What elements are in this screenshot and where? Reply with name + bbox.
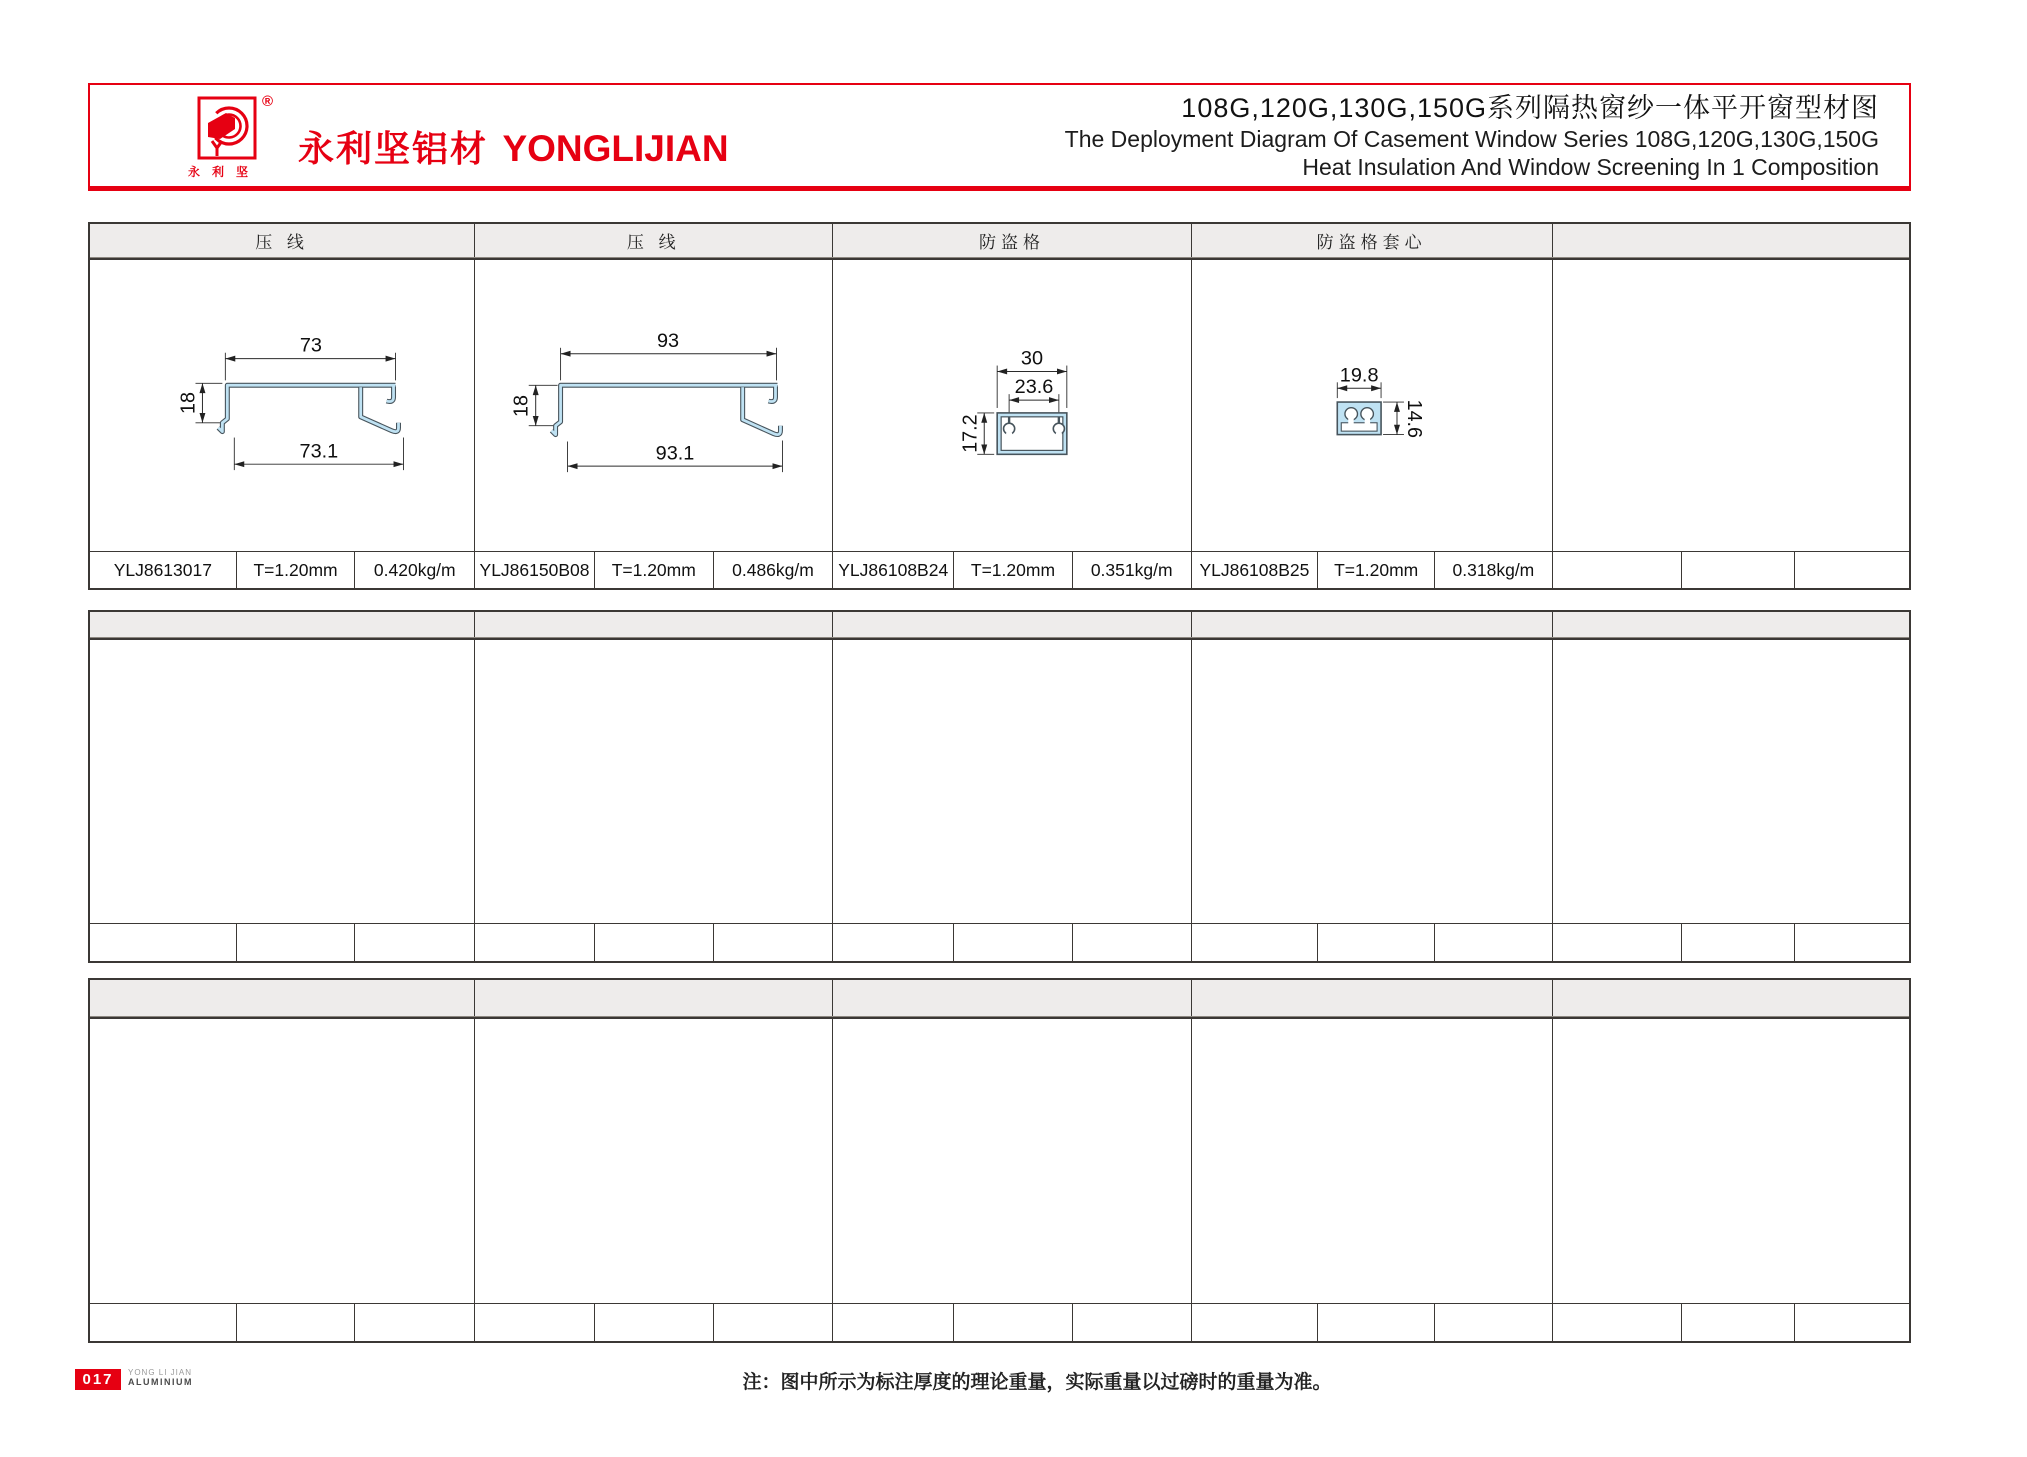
- empty-drawing-cell: [833, 640, 1191, 923]
- profile-drawing-30: [833, 260, 1190, 551]
- page-title-block: [1065, 92, 1879, 181]
- table-1-spec-row: [90, 551, 1909, 588]
- dim-label: 18: [177, 392, 200, 415]
- spec-weight-cell: [1795, 924, 1909, 961]
- column-header: [1192, 980, 1553, 1016]
- profile-drawing-19-8: [1192, 260, 1552, 551]
- table-3-spec-row: [90, 1303, 1909, 1341]
- spec-code-cell: [833, 924, 954, 961]
- profile-drawing-cell: [90, 260, 475, 551]
- empty-drawing-cell: [90, 1019, 475, 1303]
- column-header: [1553, 224, 1909, 257]
- spec-code-cell: YLJ8613017: [90, 552, 237, 588]
- empty-drawing-cell: [1553, 1019, 1909, 1303]
- spec-weight-cell: 0.351kg/m: [1073, 552, 1192, 588]
- spec-weight-cell: [1795, 1304, 1909, 1341]
- table-3-drawing-row: [90, 1017, 1909, 1303]
- spec-weight-cell: [1073, 1304, 1192, 1341]
- table-1-drawing-row: [90, 258, 1909, 551]
- footer-brand: [128, 1368, 193, 1388]
- dim-label: 73: [299, 334, 322, 357]
- column-header: [833, 980, 1191, 1016]
- page-title-en-2: Heat Insulation And Window Screening In 1 Composition: [1302, 153, 1879, 180]
- brand-name-cn: 永利坚铝材: [298, 128, 489, 169]
- column-header: 压 线: [90, 224, 475, 257]
- table-3-header-row: [90, 980, 1909, 1017]
- column-header: [1192, 612, 1553, 637]
- spec-thickness-cell: [954, 924, 1073, 961]
- column-header: 防盗格: [833, 224, 1191, 257]
- spec-thickness-cell: [595, 924, 714, 961]
- column-header: 压 线: [475, 224, 833, 257]
- spec-thickness-cell: T=1.20mm: [1318, 552, 1435, 588]
- column-header: [90, 980, 475, 1016]
- spec-code-cell: YLJ86108B25: [1192, 552, 1319, 588]
- dim-label: 73.1: [299, 440, 339, 463]
- dim-label: 19.8: [1339, 364, 1379, 387]
- spec-code-cell: YLJ86150B08: [475, 552, 595, 588]
- letterhead: [88, 83, 1911, 191]
- dim-label: 17.2: [959, 414, 982, 453]
- spec-code-cell: [90, 924, 237, 961]
- spec-weight-cell: [714, 924, 834, 961]
- brand-name-en: YONGLIJIAN: [502, 128, 729, 169]
- empty-drawing-cell: [1553, 640, 1909, 923]
- spec-code-cell: [1553, 1304, 1682, 1341]
- column-header: [833, 612, 1191, 637]
- spec-weight-cell: [1435, 924, 1553, 961]
- page-title-en-1: The Deployment Diagram Of Casement Window Series 108G,120G,130G,150G: [1064, 125, 1879, 152]
- spec-code-cell: [475, 1304, 595, 1341]
- brand-logo-icon: [188, 93, 274, 181]
- page-number-badge: 017: [75, 1369, 121, 1390]
- spec-code-cell: [1553, 924, 1682, 961]
- empty-drawing-cell: [1192, 1019, 1553, 1303]
- spec-weight-cell: [1073, 924, 1192, 961]
- empty-drawing-cell: [475, 1019, 833, 1303]
- spec-weight-cell: 0.420kg/m: [355, 552, 475, 588]
- profile-drawing-93: [475, 260, 832, 551]
- empty-drawing-cell: [1553, 260, 1909, 551]
- spec-thickness-cell: [1682, 552, 1796, 588]
- column-header: [90, 612, 475, 637]
- brand-name: [298, 121, 729, 172]
- profile-table-2: [88, 610, 1911, 963]
- profile-drawing-cell: [833, 260, 1191, 551]
- dim-label: 93: [657, 329, 680, 352]
- empty-drawing-cell: [833, 1019, 1191, 1303]
- dim-label: 14.6: [1402, 399, 1425, 438]
- spec-thickness-cell: [237, 1304, 356, 1341]
- spec-thickness-cell: [954, 1304, 1073, 1341]
- profile-drawing-73: [90, 260, 474, 551]
- dim-label: 23.6: [1014, 376, 1054, 399]
- profile-drawing-cell: [475, 260, 833, 551]
- spec-code-cell: [1192, 924, 1319, 961]
- profile-drawing-cell: [1192, 260, 1553, 551]
- table-2-header-row: [90, 612, 1909, 638]
- empty-drawing-cell: [1192, 640, 1553, 923]
- registered-mark: ®: [262, 93, 274, 110]
- column-header: 防盗格套心: [1192, 224, 1553, 257]
- spec-code-cell: [833, 1304, 954, 1341]
- profile-table-1: [88, 222, 1911, 590]
- brand-logo-area: [190, 95, 729, 181]
- spec-thickness-cell: [1682, 924, 1796, 961]
- page-title-cn: 108G,120G,130G,150G系列隔热窗纱一体平开窗型材图: [1181, 93, 1879, 123]
- footer-brand-line2: ALUMINIUM: [128, 1377, 193, 1388]
- spec-weight-cell: 0.318kg/m: [1435, 552, 1553, 588]
- spec-weight-cell: [1795, 552, 1909, 588]
- table-2-drawing-row: [90, 638, 1909, 923]
- column-header: [1553, 980, 1909, 1016]
- table-2-spec-row: [90, 923, 1909, 961]
- empty-drawing-cell: [90, 640, 475, 923]
- column-header: [475, 612, 833, 637]
- spec-code-cell: [90, 1304, 237, 1341]
- column-header: [475, 980, 833, 1016]
- column-header: [1553, 612, 1909, 637]
- dim-label: 18: [510, 395, 533, 417]
- spec-thickness-cell: T=1.20mm: [954, 552, 1073, 588]
- spec-code-cell: [1192, 1304, 1319, 1341]
- logo-caption: 永利坚: [188, 165, 261, 179]
- spec-code-cell: [475, 924, 595, 961]
- table-1-header-row: [90, 224, 1909, 258]
- spec-weight-cell: [355, 924, 475, 961]
- spec-thickness-cell: [237, 924, 356, 961]
- spec-weight-cell: 0.486kg/m: [714, 552, 834, 588]
- profile-table-3: [88, 978, 1911, 1343]
- spec-thickness-cell: [1318, 924, 1435, 961]
- spec-thickness-cell: T=1.20mm: [595, 552, 714, 588]
- dim-label: 93.1: [655, 442, 695, 465]
- spec-code-cell: [1553, 552, 1682, 588]
- empty-drawing-cell: [475, 640, 833, 923]
- footer-brand-line1: YONG LI JIAN: [128, 1368, 193, 1377]
- spec-thickness-cell: [1318, 1304, 1435, 1341]
- spec-thickness-cell: [1682, 1304, 1796, 1341]
- spec-weight-cell: [714, 1304, 834, 1341]
- dim-label: 30: [1021, 347, 1044, 370]
- spec-code-cell: YLJ86108B24: [833, 552, 954, 588]
- spec-thickness-cell: T=1.20mm: [237, 552, 356, 588]
- spec-weight-cell: [1435, 1304, 1553, 1341]
- footer-note: 注：图中所示为标注厚度的理论重量，实际重量以过磅时的重量为准。: [742, 1372, 1332, 1393]
- spec-thickness-cell: [595, 1304, 714, 1341]
- spec-weight-cell: [355, 1304, 475, 1341]
